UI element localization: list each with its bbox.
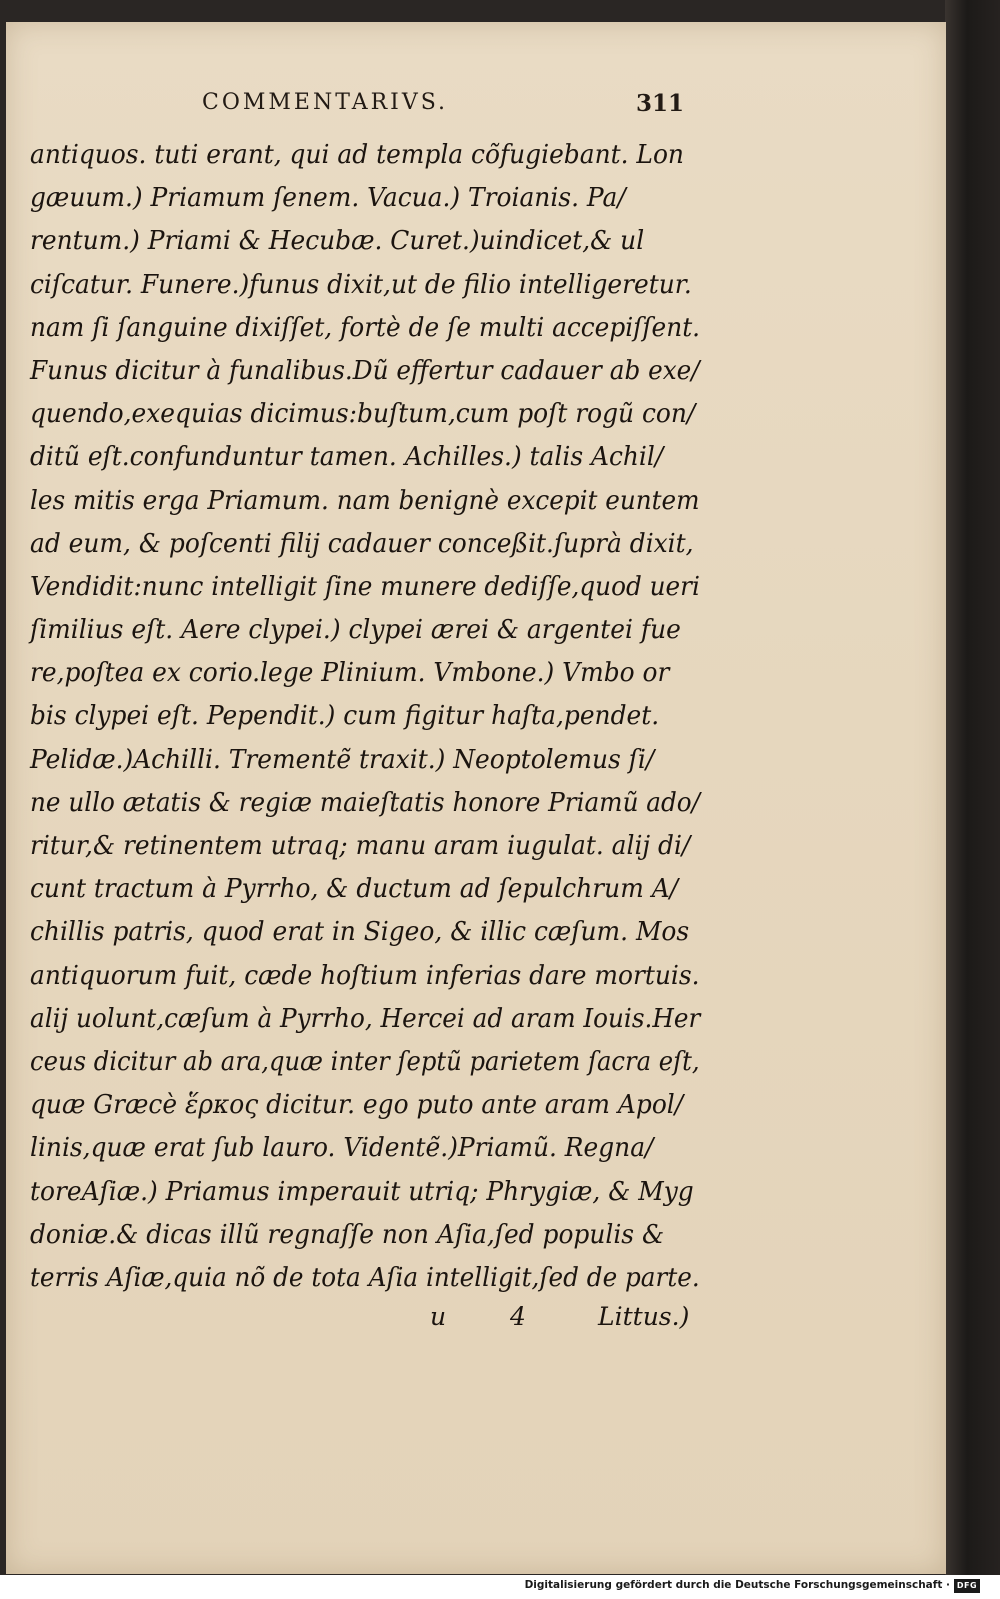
page-number: 311 (636, 90, 685, 117)
page-foot (6, 1302, 946, 1342)
page-header (6, 90, 946, 130)
text-line: ad eum, & poſcenti filij cadauer conceßit.ſuprà dixit, (30, 528, 694, 559)
text-line: ne ullo ætatis & regiæ maieſtatis honore Priamũ ado/ (30, 787, 700, 818)
text-line: quæ Græcè ἕρκος dicitur. ego puto ante aram Apol/ (30, 1090, 684, 1121)
text-line: ciſcatur. Funere.)funus dixit,ut de filio intelligeretur. (30, 269, 692, 300)
running-head: COMMENTARIVS. (202, 90, 449, 115)
text-line: chillis patris, quod erat in Sigeo, & illic cæſum. Mos (30, 917, 690, 948)
text-line: rentum.) Priami & Hecubæ. Curet.)uindicet,& ul (30, 226, 645, 257)
signature-mark: u 4 (430, 1302, 554, 1331)
text-line: ceus dicitur ab ara,quæ inter ſeptũ parietem ſacra eſt, (30, 1046, 700, 1077)
digitization-footer (0, 1575, 1000, 1599)
text-line: ritur,& retinentem utraq; manu aram iugulat. alij di/ (30, 831, 691, 861)
catchword: Littus.) (598, 1302, 690, 1331)
text-line: gæuum.) Priamum ſenem. Vacua.) Troianis. Pa/ (30, 183, 626, 214)
text-line: cunt tractum à Pyrrho, & ductum ad ſepulchrum A/ (30, 874, 679, 905)
text-line: Funus dicitur à funalibus.Dũ effertur cadauer ab exe/ (30, 355, 700, 386)
text-line: quendo,exequias dicimus:buſtum,cum poſt rogũ con/ (30, 399, 696, 430)
text-line: nam ſi ſanguine dixiſſet, fortè de ſe multi accepiſſent. (30, 312, 701, 343)
funding-credit: Digitalisierung gefördert durch die Deutsche Forschungsgemeinschaft · (524, 1579, 950, 1591)
text-line: Pelidæ.)Achilli. Trementẽ traxit.) Neoptolemus ſi/ (30, 744, 655, 775)
text-line: Vendidit:nunc intelligit ſine munere dediſſe,quod ueri (30, 571, 700, 602)
text-line: toreAſiæ.) Priamus imperauit utriq; Phrygiæ, & Myg (30, 1176, 694, 1207)
book-page (6, 22, 946, 1574)
body-text (30, 134, 730, 1300)
text-line: ſimilius eſt. Aere clypei.) clypei ærei & argentei fue (30, 615, 681, 646)
text-line: antiquorum fuit, cæde hoſtium inferias dare mortuis. (30, 960, 700, 991)
text-line: linis,quæ erat ſub lauro. Videntẽ.)Priamũ. Regna/ (30, 1133, 654, 1164)
dfg-logo: DFG (954, 1579, 980, 1593)
text-line: ditũ eſt.confunduntur tamen. Achilles.) talis Achil/ (30, 442, 664, 473)
text-line: alij uolunt,cæſum à Pyrrho, Hercei ad aram Iouis.Her (30, 1003, 701, 1034)
text-line: re,poſtea ex corio.lege Plinium. Vmbone.) Vmbo or (30, 658, 670, 689)
text-line: bis clypei eſt. Pependit.) cum figitur haſta,pendet. (30, 701, 660, 732)
text-line: terris Aſiæ,quia nõ de tota Aſia intelligit,ſed de parte. (30, 1262, 700, 1293)
text-line: antiquos. tuti erant, qui ad templa cõfugiebant. Lon (30, 140, 684, 170)
book-edge (945, 0, 1000, 1575)
text-line: les mitis erga Priamum. nam benignè excepit euntem (30, 485, 700, 516)
text-line: doniæ.& dicas illũ regnaſſe non Aſia,ſed populis & (30, 1219, 665, 1250)
